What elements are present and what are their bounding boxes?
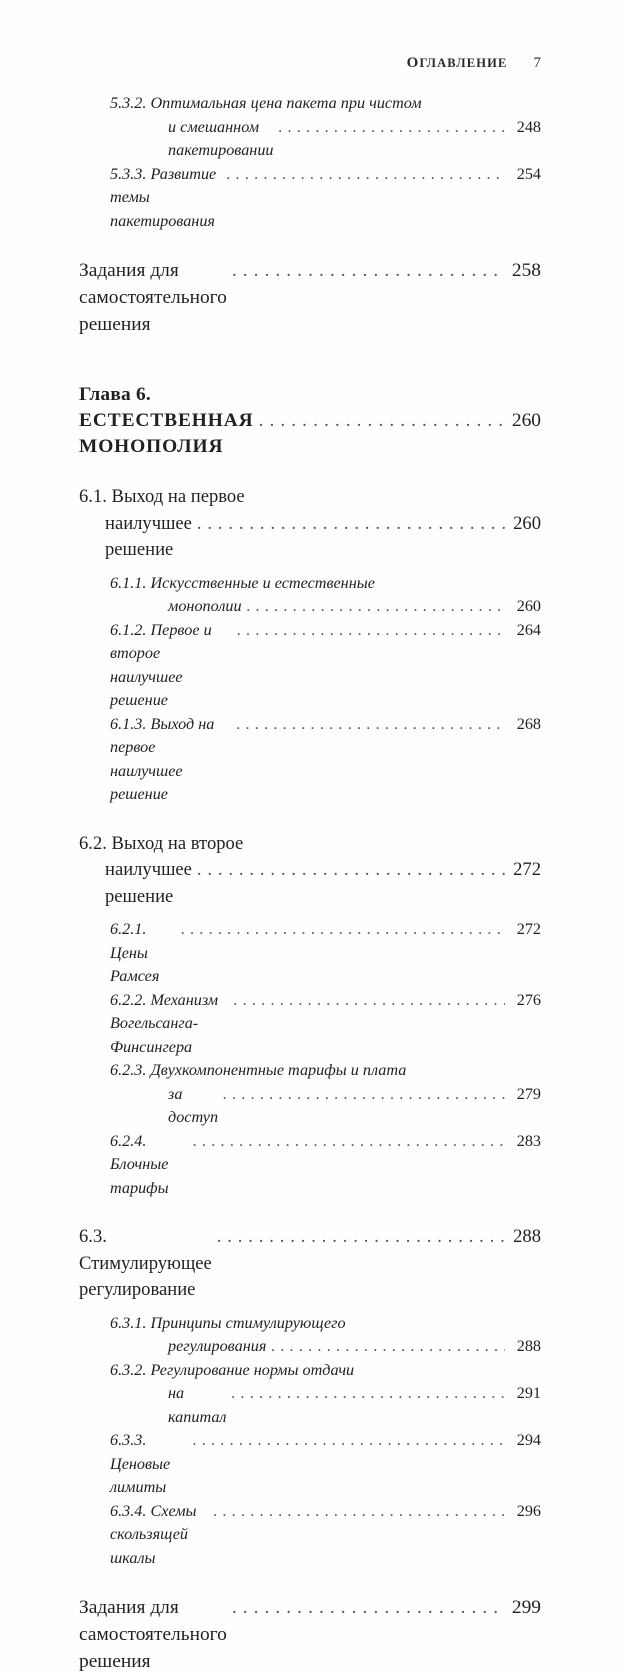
toc-page-number: 291 bbox=[516, 1384, 541, 1402]
toc-entry-line[interactable] bbox=[110, 989, 541, 1060]
dot-leader bbox=[223, 1083, 505, 1107]
toc-entry-text: 6.1.1. Искусственные и естественные bbox=[110, 573, 375, 592]
toc-entry-line[interactable] bbox=[110, 619, 541, 713]
toc-entry-text: 6.3. Стимулирующее регулирование bbox=[79, 1226, 217, 1300]
toc-entry-line[interactable] bbox=[79, 257, 541, 338]
vertical-spacer bbox=[79, 460, 541, 484]
toc-page-number: 299 bbox=[511, 1597, 541, 1618]
running-head-title-rest: ГЛАВЛЕНИЕ bbox=[419, 56, 508, 70]
dot-leader bbox=[237, 713, 505, 737]
dot-leader bbox=[247, 595, 505, 619]
toc-page-number: 260 bbox=[511, 410, 541, 431]
toc-entry-line[interactable] bbox=[110, 1130, 541, 1201]
toc-entry-line[interactable] bbox=[79, 484, 541, 511]
toc-chapter-heading[interactable] bbox=[79, 382, 541, 460]
vertical-spacer bbox=[79, 807, 541, 831]
toc-level3-group bbox=[79, 92, 541, 233]
toc-entry-text: 6.2.1. Цены Рамсея bbox=[110, 920, 160, 985]
toc-entry-text: 6.3.1. Принципы стимулирующего bbox=[110, 1313, 346, 1332]
dot-leader bbox=[232, 1594, 505, 1621]
toc-entry-line[interactable] bbox=[79, 1224, 541, 1304]
toc-entry-text: 6.1.2. Первое и второе наилучшее решение bbox=[110, 620, 216, 709]
dot-leader bbox=[181, 918, 505, 942]
dot-leader bbox=[197, 857, 505, 884]
toc-page-number: 279 bbox=[516, 1084, 541, 1103]
dot-leader bbox=[193, 1130, 505, 1154]
toc-entry-text: наилучшее решение bbox=[105, 859, 197, 907]
toc-entry-text: 6.3.3. Ценовые лимиты bbox=[110, 1431, 175, 1496]
toc-entry-text: 6.1.3. Выход на первое наилучшее решение bbox=[110, 714, 219, 803]
vertical-spacer bbox=[79, 1304, 541, 1312]
running-head-title-initial: О bbox=[406, 55, 420, 71]
dot-leader bbox=[217, 1224, 505, 1251]
toc-page-number: 248 bbox=[516, 117, 541, 136]
toc-entry-line[interactable] bbox=[110, 572, 541, 596]
toc-entry-line[interactable] bbox=[79, 831, 541, 858]
toc-entry-line[interactable] bbox=[110, 918, 541, 989]
vertical-spacer bbox=[79, 1200, 541, 1224]
toc-chapter-title-line[interactable] bbox=[79, 408, 541, 460]
toc-entry-text: 6.2.3. Двухкомпонентные тарифы и плата bbox=[110, 1061, 407, 1079]
dot-leader bbox=[237, 619, 505, 643]
toc-entry-line[interactable] bbox=[110, 1500, 541, 1571]
table-of-contents bbox=[79, 92, 541, 1675]
toc-page-number: 276 bbox=[516, 990, 541, 1009]
toc-chapter-number: Глава 6. bbox=[79, 384, 151, 405]
dot-leader bbox=[232, 1382, 506, 1406]
running-head-title bbox=[407, 56, 508, 70]
toc-entry-continuation[interactable] bbox=[110, 595, 541, 619]
toc-level2-group bbox=[79, 484, 541, 564]
toc-entry-text: и смешанном пакетировании bbox=[168, 117, 274, 159]
toc-level2-group bbox=[79, 831, 541, 911]
toc-entry-text: на капитал bbox=[168, 1384, 227, 1426]
dot-leader bbox=[279, 116, 505, 140]
toc-entry-text: 6.2. Выход на второе bbox=[79, 832, 244, 854]
toc-entry-continuation[interactable] bbox=[110, 1382, 541, 1429]
vertical-spacer bbox=[79, 910, 541, 918]
toc-entry-continuation[interactable] bbox=[110, 1335, 541, 1359]
toc-entry-text: 6.2.4. Блочные тарифы bbox=[110, 1131, 173, 1197]
toc-entry-continuation[interactable] bbox=[110, 1083, 541, 1130]
dot-leader bbox=[232, 257, 505, 284]
toc-page-number: 268 bbox=[516, 714, 541, 733]
vertical-spacer bbox=[79, 564, 541, 572]
toc-page-number: 260 bbox=[513, 512, 541, 534]
toc-entry-line[interactable] bbox=[79, 1594, 541, 1675]
toc-page-number: 258 bbox=[511, 260, 541, 281]
toc-entry-text: 6.2.2. Механизм Вогельсанга-Финсингера bbox=[110, 990, 223, 1056]
toc-entry-continuation[interactable] bbox=[110, 116, 541, 163]
dot-leader bbox=[213, 1500, 505, 1524]
dot-leader bbox=[193, 1429, 505, 1453]
dot-leader bbox=[227, 163, 505, 187]
toc-entry-continuation[interactable] bbox=[79, 857, 541, 910]
toc-entry-line[interactable] bbox=[110, 1312, 541, 1336]
running-head-folio: 7 bbox=[533, 55, 541, 71]
vertical-spacer bbox=[79, 338, 541, 382]
toc-entry-text: регулирования bbox=[168, 1337, 267, 1355]
dot-leader bbox=[234, 989, 505, 1013]
toc-entry-line[interactable] bbox=[110, 92, 541, 116]
toc-entry-text: 5.3.2. Оптимальная цена пакета при чистом bbox=[110, 94, 422, 112]
toc-page-number: 288 bbox=[516, 1337, 541, 1355]
toc-entry-line[interactable] bbox=[110, 163, 541, 234]
toc-page-number: 272 bbox=[516, 920, 541, 938]
vertical-spacer bbox=[79, 233, 541, 257]
toc-level2-group bbox=[79, 1224, 541, 1304]
toc-entry-text: Задания для самостоятельного решения bbox=[79, 1597, 232, 1672]
toc-page-number: 264 bbox=[516, 620, 541, 639]
toc-entry-line[interactable] bbox=[110, 713, 541, 807]
toc-page-number: 296 bbox=[516, 1501, 541, 1520]
toc-page-number: 254 bbox=[516, 164, 541, 183]
toc-page-number: 283 bbox=[516, 1131, 541, 1150]
toc-entry-line[interactable] bbox=[110, 1359, 541, 1383]
toc-page-number: 272 bbox=[513, 859, 541, 880]
toc-level3-group bbox=[79, 1312, 541, 1571]
running-head bbox=[0, 54, 541, 72]
dot-leader bbox=[271, 1335, 505, 1359]
dot-leader bbox=[259, 408, 505, 434]
toc-level3-group bbox=[79, 572, 541, 807]
toc-entry-text: Задания для самостоятельного решения bbox=[79, 260, 232, 335]
dot-leader bbox=[197, 511, 505, 538]
toc-entry-text: наилучшее решение bbox=[105, 512, 197, 560]
toc-page-number: 294 bbox=[516, 1431, 541, 1449]
toc-entry-text: 6.3.4. Схемы скользящей шкалы bbox=[110, 1501, 201, 1567]
toc-level3-group bbox=[79, 918, 541, 1200]
toc-entry-text: 6.1. Выход на первое bbox=[79, 486, 245, 507]
toc-entry-text: за доступ bbox=[168, 1084, 219, 1126]
toc-entry-continuation[interactable] bbox=[79, 511, 541, 564]
toc-chapter-title: ЕСТЕСТВЕННАЯ МОНОПОЛИЯ bbox=[79, 410, 260, 457]
toc-level1-group bbox=[79, 1594, 541, 1675]
toc-level1-group bbox=[79, 257, 541, 338]
toc-page-number: 288 bbox=[513, 1226, 541, 1247]
toc-entry-line[interactable] bbox=[110, 1429, 541, 1500]
toc-entry-text: 6.3.2. Регулирование нормы отдачи bbox=[110, 1360, 355, 1379]
toc-entry-line[interactable] bbox=[110, 1059, 541, 1083]
vertical-spacer bbox=[79, 1570, 541, 1594]
toc-entry-text: 5.3.3. Развитие темы пакетирования bbox=[110, 164, 221, 230]
toc-page-number: 260 bbox=[516, 597, 541, 615]
toc-entry-text: монополии bbox=[168, 597, 242, 615]
